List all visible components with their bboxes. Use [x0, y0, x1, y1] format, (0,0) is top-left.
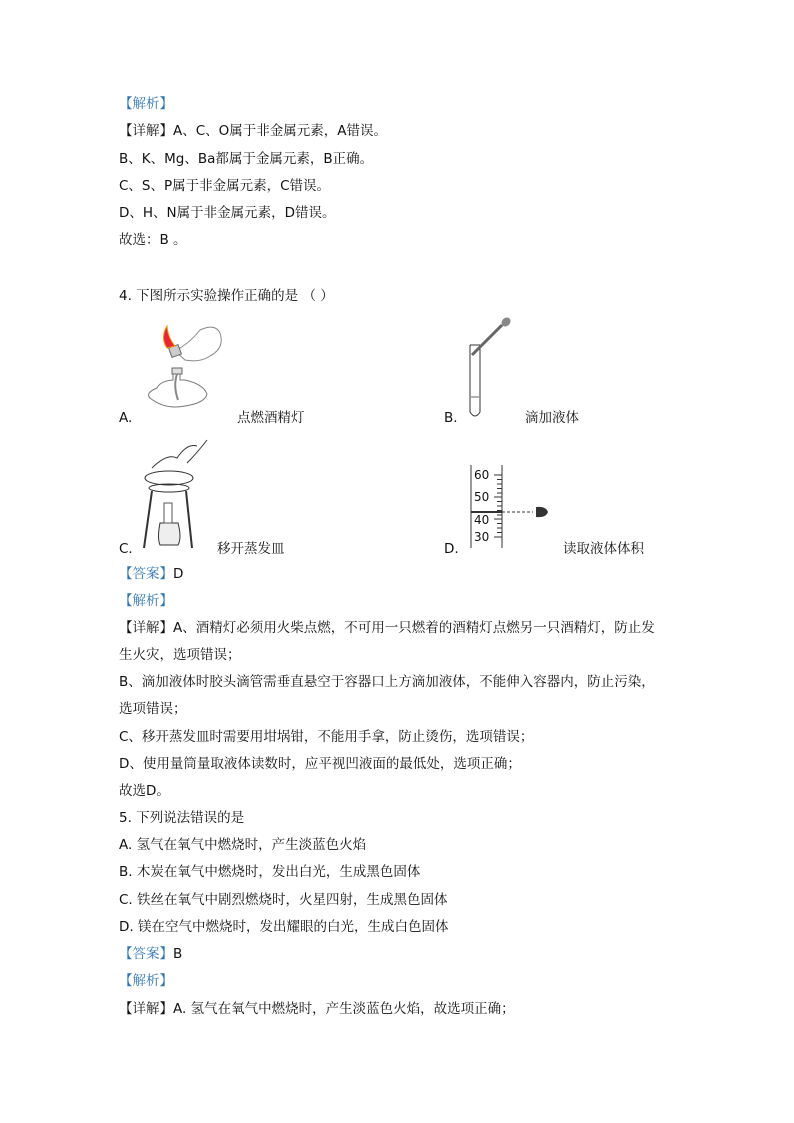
- detail-text: A、酒精灯必须用火柴点燃，不可用一只燃着的酒精灯点燃另一只酒精灯，防止发: [173, 620, 655, 636]
- dropper-test-tube-image: [460, 315, 530, 420]
- detail-line: C、S、P属于非金属元素，C错误。: [119, 178, 331, 194]
- option-b-letter: B.: [444, 410, 458, 426]
- eye-icon: [536, 507, 548, 517]
- detail-line: [119, 1000, 515, 1018]
- cylinder-ticks: [494, 475, 502, 537]
- detail-line: 生火灾，选项错误；: [119, 647, 241, 663]
- tick-label: 50: [474, 490, 490, 504]
- option-a: A. 氢气在氧气中燃烧时，产生淡蓝色火焰: [119, 837, 367, 853]
- answer-value: B: [173, 946, 183, 962]
- option-b-caption: 滴加液体: [525, 410, 579, 426]
- option-a-caption: 点燃酒精灯: [237, 410, 305, 426]
- detail-line: 选项错误；: [119, 701, 187, 717]
- detail-line: B、滴加液体时胶头滴管需垂直悬空于容器口上方滴加液体，不能伸入容器内，防止污染，: [119, 674, 655, 690]
- detail-label: 【详解】: [119, 1001, 173, 1017]
- tick-label: 60: [474, 468, 490, 482]
- detail-line: [119, 619, 655, 637]
- conclusion: 故选：B 。: [119, 232, 187, 248]
- question-5: 5. 下列说法错误的是: [119, 810, 245, 826]
- answer-label: 【答案】: [119, 946, 173, 962]
- answer-label: 【答案】: [119, 566, 173, 582]
- answer-line: [119, 945, 182, 963]
- tick-label: 30: [474, 530, 490, 544]
- detail-text: A、C、O属于非金属元素，A错误。: [173, 123, 388, 139]
- option-c-caption: 移开蒸发皿: [217, 541, 285, 557]
- evaporating-dish-image: [142, 438, 214, 553]
- conclusion: 故选D。: [119, 783, 170, 799]
- option-c-letter: C.: [119, 541, 133, 557]
- option-d: D. 镁在空气中燃烧时，发出耀眼的白光，生成白色固体: [119, 919, 449, 935]
- option-a-letter: A.: [119, 410, 133, 426]
- analysis-label: 【解析】: [119, 593, 173, 609]
- detail-line: B、K、Mg、Ba都属于金属元素，B正确。: [119, 151, 374, 167]
- detail-label: 【详解】: [119, 620, 173, 636]
- analysis-label: 【解析】: [119, 973, 173, 989]
- tick-label: 40: [474, 513, 490, 527]
- answer-value: D: [173, 566, 184, 582]
- option-d-letter: D.: [444, 541, 459, 557]
- detail-line: D、使用量筒量取液体读数时，应平视凹液面的最低处，选项正确；: [119, 756, 521, 772]
- option-b: B. 木炭在氧气中燃烧时，发出白光，生成黑色固体: [119, 864, 421, 880]
- option-c: C. 铁丝在氧气中剧烈燃烧时，火星四射，生成黑色固体: [119, 892, 448, 908]
- question-4: 4. 下图所示实验操作正确的是 （ ）: [119, 288, 334, 304]
- analysis-label: 【解析】: [119, 96, 173, 112]
- detail-text: A. 氢气在氧气中燃烧时，产生淡蓝色火焰，故选项正确；: [173, 1001, 515, 1017]
- option-d-caption: 读取液体体积: [563, 541, 644, 557]
- detail-line: D、H、N属于非金属元素，D错误。: [119, 205, 336, 221]
- detail-label: 【详解】: [119, 123, 173, 139]
- alcohol-lamp-image: [145, 318, 225, 408]
- detail-line: C、移开蒸发皿时需要用坩埚钳，不能用手拿，防止烫伤，选项错误；: [119, 729, 534, 745]
- detail-line: [119, 122, 387, 140]
- answer-line: [119, 565, 183, 583]
